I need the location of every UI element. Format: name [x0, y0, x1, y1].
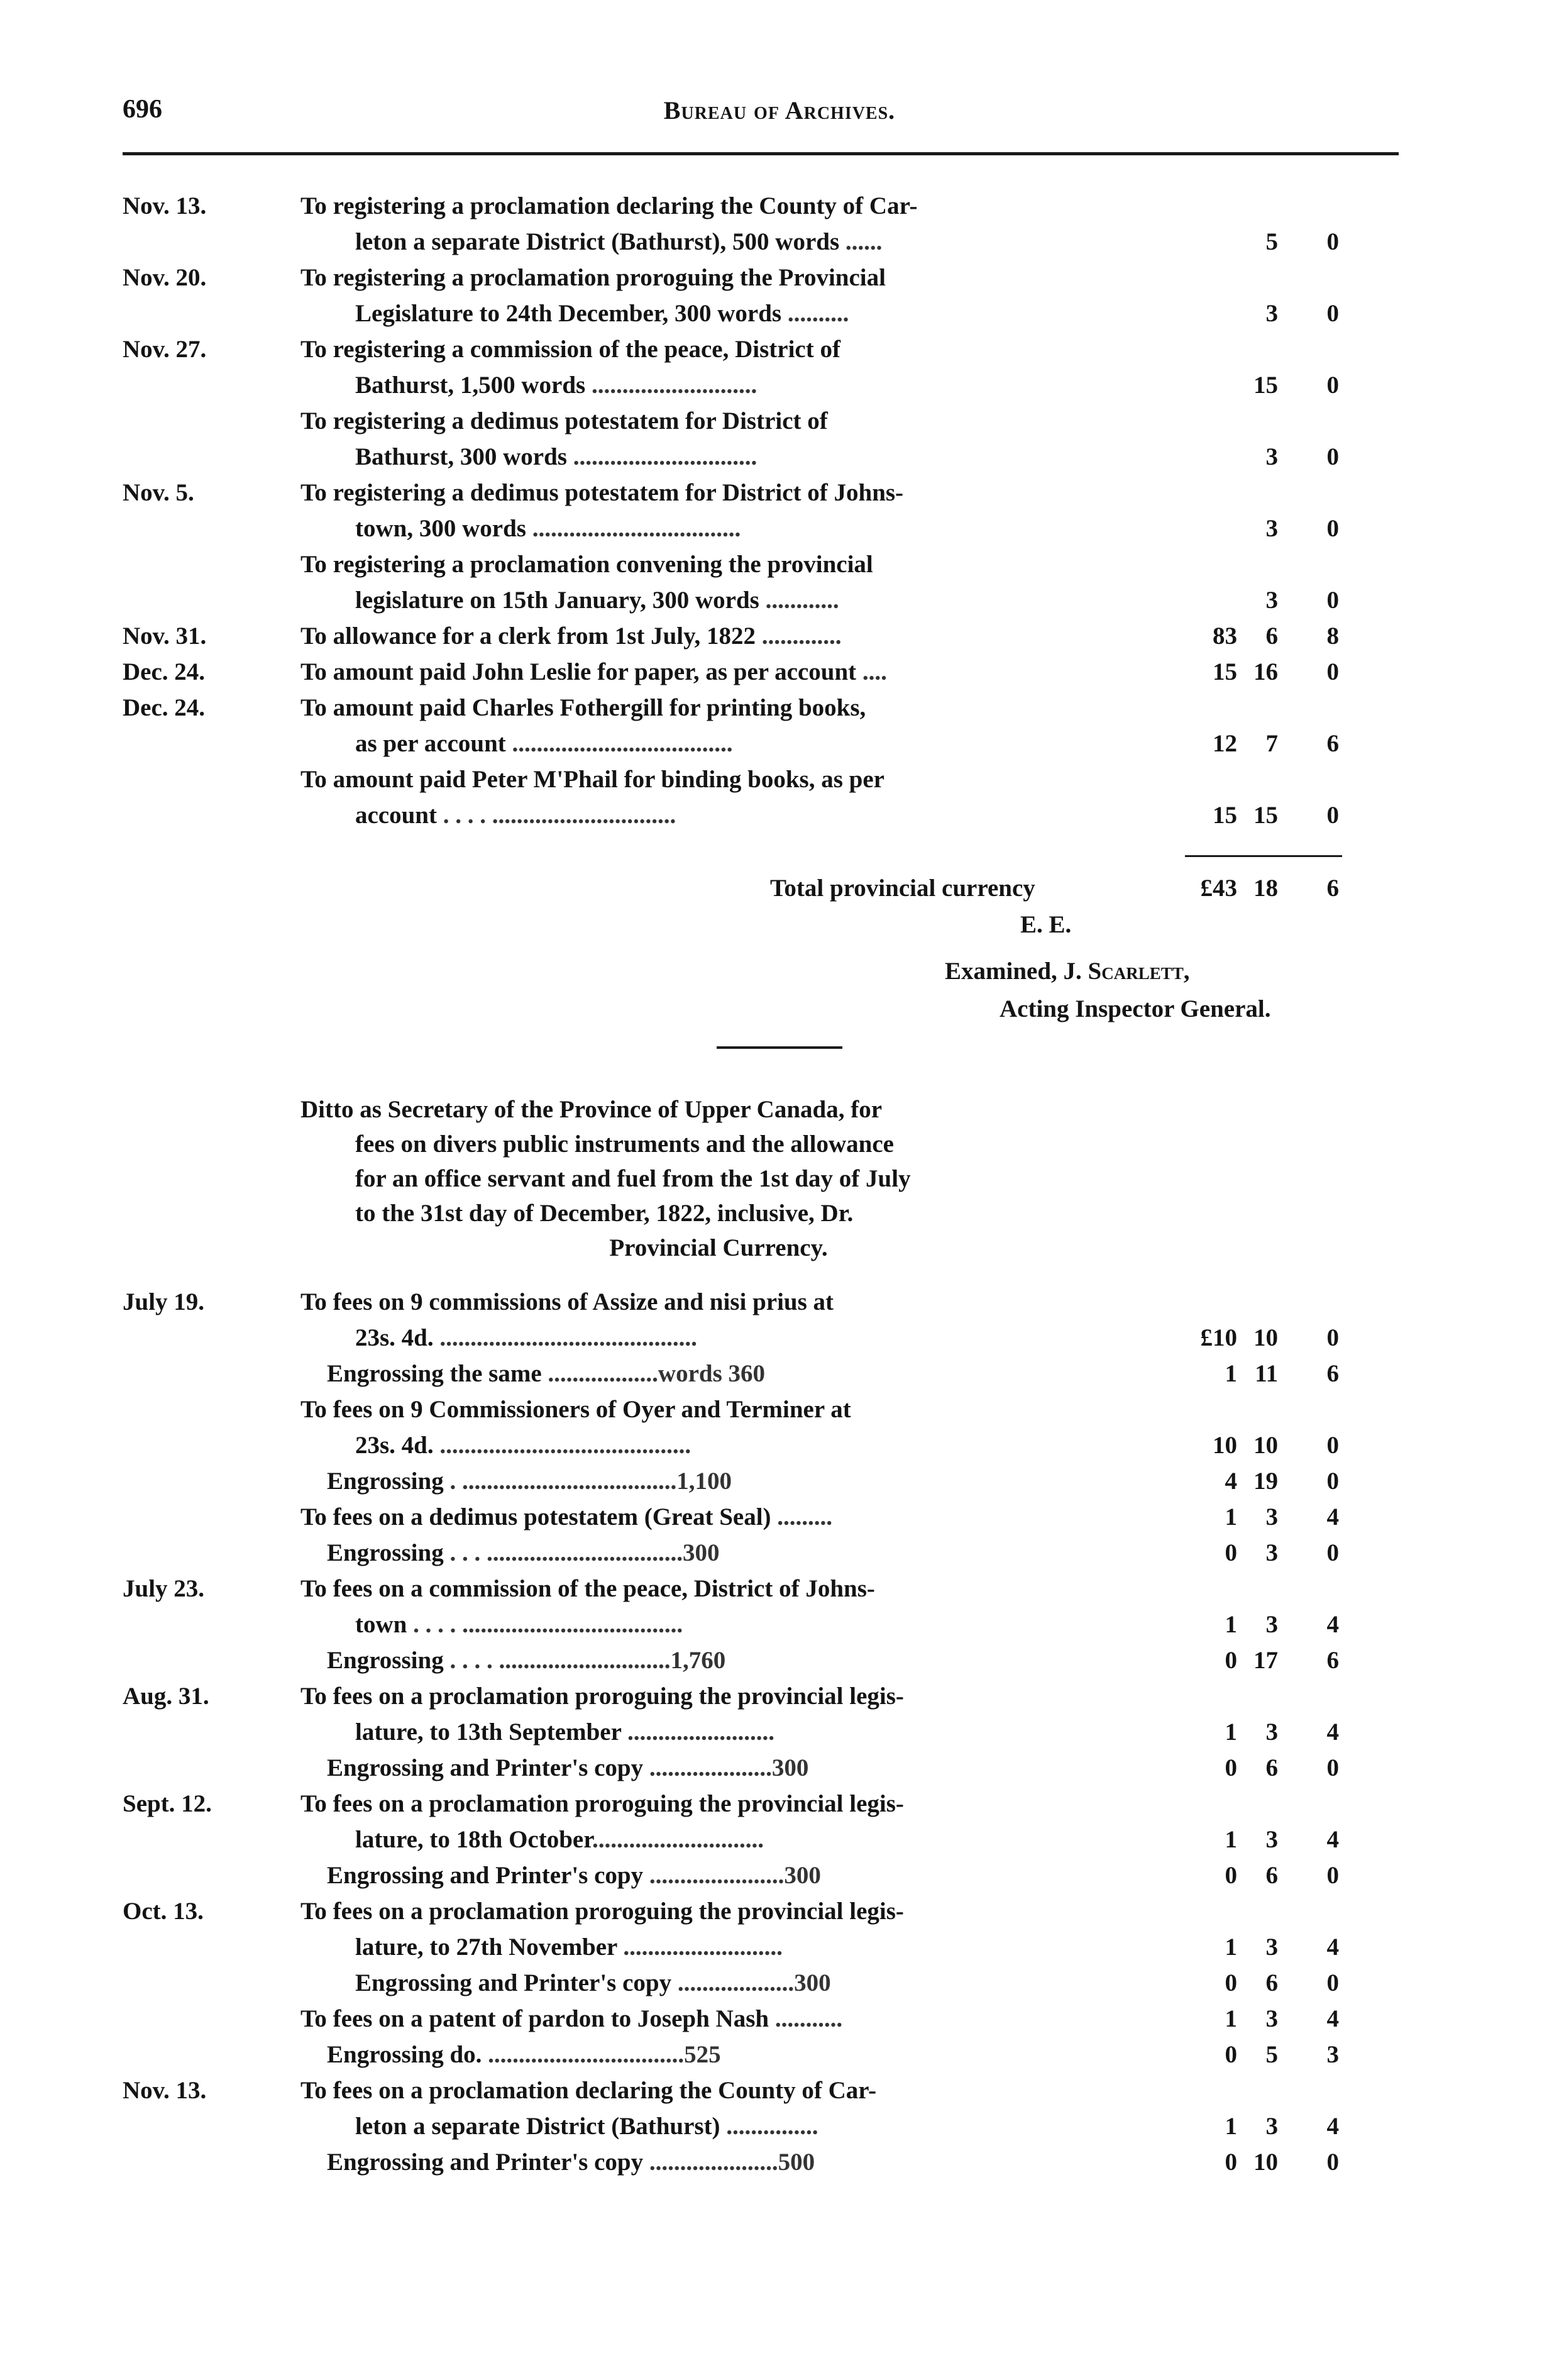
dot-leader: ..................words 360: [541, 1360, 765, 1387]
amount-shillings: 3: [1265, 1934, 1278, 1961]
total-pence: 6: [1326, 875, 1339, 902]
entry-text: To amount paid Peter M'Phail for binding books, as per: [300, 766, 884, 793]
entry-description: [300, 765, 1137, 794]
amount-pence: 6: [1326, 730, 1339, 757]
entry-text: To registering a proclamation declaring the County of Car-: [300, 192, 918, 219]
ledger-row: [0, 729, 1559, 765]
dot-leader: ...........: [769, 2005, 843, 2032]
entry-text: To fees on a commission of the peace, District of Johns-: [300, 1575, 875, 1602]
ledger-row: [0, 299, 1559, 335]
entry-description: [300, 550, 1137, 578]
entry-date: Sept. 12.: [123, 1790, 212, 1817]
amount-pounds: 10: [1213, 1432, 1237, 1459]
entry-text: Legislature to 24th December, 300 words: [355, 300, 782, 327]
amount-shillings: 10: [1253, 2149, 1278, 2176]
entry-description: [300, 1503, 1137, 1531]
entry-description: [300, 1288, 1137, 1316]
amount-pence: 0: [1326, 300, 1339, 327]
ledger-row: [0, 1718, 1559, 1753]
amount-pence: 4: [1326, 2113, 1339, 2140]
dot-leader: ......................300: [643, 1862, 821, 1889]
dot-leader: ...................300: [671, 1969, 831, 1996]
heading-line: Ditto as Secretary of the Province of Upper Canada, for: [300, 1096, 883, 1123]
entry-description: [327, 1467, 1137, 1495]
ledger-row: [0, 1754, 1559, 1789]
amount-pence: 4: [1326, 2005, 1339, 2032]
heading-line: fees on divers public instruments and the allowance: [355, 1131, 894, 1158]
amount-pence: 6: [1326, 1360, 1339, 1387]
ledger-row: [0, 550, 1559, 585]
amount-pence: 0: [1326, 372, 1339, 399]
dot-leader: . ...................................1,100: [443, 1468, 732, 1495]
ledger-row: [0, 1861, 1559, 1896]
dot-leader: ..........: [781, 300, 849, 327]
dot-leader: ....................300: [643, 1754, 809, 1781]
amount-pence: 0: [1326, 802, 1339, 829]
amount-shillings: 3: [1265, 1611, 1278, 1638]
entry-date: Nov. 13.: [123, 2077, 207, 2104]
heading-line: Provincial Currency.: [609, 1234, 828, 1261]
entry-date: Dec. 24.: [123, 694, 206, 721]
ledger-row: [0, 1467, 1559, 1502]
dot-leader: ...............: [720, 2113, 818, 2140]
amount-pounds: 15: [1213, 658, 1237, 685]
entry-description: [300, 1395, 1137, 1424]
ledger-row: [0, 801, 1559, 836]
ledger-row: [0, 335, 1559, 370]
amount-pence: 4: [1326, 1611, 1339, 1638]
amount-pounds: 1: [1225, 1503, 1237, 1530]
entry-text: legislature on 15th January, 300 words: [355, 587, 759, 614]
amount-shillings: 3: [1265, 587, 1278, 614]
dot-leader: ............: [759, 587, 839, 614]
amount-pounds: 1: [1225, 1934, 1237, 1961]
ledger-row: [0, 1897, 1559, 1932]
entry-description: [300, 694, 1137, 722]
ledger-row: [0, 1503, 1559, 1538]
entry-date: Nov. 20.: [123, 264, 207, 291]
amount-pence: 0: [1326, 515, 1339, 542]
entry-text: To registering a proclamation proroguing the Provincial: [300, 264, 886, 291]
entry-description: [355, 371, 1137, 399]
amount-shillings: 16: [1253, 658, 1278, 685]
entry-date: Aug. 31.: [123, 1683, 209, 1710]
entry-text: Engrossing: [327, 1468, 444, 1495]
amount-shillings: 3: [1265, 2005, 1278, 2032]
entry-text: To fees on a patent of pardon to Joseph Nash: [300, 2005, 769, 2032]
ledger-row: [0, 263, 1559, 299]
initials: E. E.: [1020, 911, 1072, 938]
heading-line: for an office servant and fuel from the 1st day of July: [355, 1165, 911, 1192]
entry-description: [300, 1575, 1137, 1603]
examined-label: Examined, J.: [945, 958, 1082, 985]
section-divider: [717, 1046, 842, 1049]
amount-shillings: 7: [1265, 730, 1278, 757]
ledger-row: [0, 2005, 1559, 2040]
entry-text: lature, to 27th November: [355, 1934, 617, 1961]
entry-description: [355, 514, 1137, 543]
ledger-row: [0, 1288, 1559, 1323]
dot-leader: . . . . ............................1,760: [443, 1647, 726, 1674]
dot-leader: .........: [771, 1503, 833, 1530]
entry-description: [355, 1969, 1137, 1997]
header-rule: [123, 152, 1399, 155]
entry-text: To amount paid John Leslie for paper, as per account: [300, 658, 857, 685]
amount-pounds: 12: [1213, 730, 1237, 757]
amount-shillings: 3: [1265, 2113, 1278, 2140]
ledger-row: [0, 765, 1559, 800]
entry-description: [300, 263, 1137, 292]
entry-description: [355, 1431, 1137, 1459]
heading-line: to the 31st day of December, 1822, inclusive, Dr.: [355, 1200, 854, 1227]
entry-text: To fees on a proclamation declaring the County of Car-: [300, 2077, 877, 2104]
dot-leader: ........................: [621, 1719, 774, 1746]
entry-description: [355, 586, 1137, 614]
entry-text: Bathurst, 300 words: [355, 443, 567, 470]
amount-shillings: 3: [1265, 1503, 1278, 1530]
amount-pence: 0: [1326, 1754, 1339, 1781]
amount-shillings: 10: [1253, 1324, 1278, 1351]
amount-pence: 8: [1326, 623, 1339, 650]
entry-text: town, 300 words: [355, 515, 526, 542]
ledger-row: [0, 1359, 1559, 1395]
dot-leader: ......: [839, 228, 883, 255]
entry-description: [300, 407, 1137, 435]
entry-text: To fees on a proclamation proroguing the provincial legis-: [300, 1898, 904, 1925]
ledger-row: [0, 443, 1559, 478]
ledger-row: [0, 1682, 1559, 1717]
amount-shillings: 6: [1265, 1969, 1278, 1996]
entry-text: Engrossing: [327, 1539, 444, 1566]
entry-text: Engrossing do.: [327, 2041, 482, 2068]
dot-leader: ..................................: [526, 515, 741, 542]
entry-text: Engrossing and Printer's copy: [355, 1969, 672, 1996]
amount-pounds: 1: [1225, 1719, 1237, 1746]
dot-leader: . . . . ..............................: [437, 802, 676, 829]
entry-text: To allowance for a clerk from 1st July, 1822: [300, 623, 756, 650]
entry-date: Nov. 27.: [123, 336, 207, 363]
amount-shillings: 6: [1265, 1862, 1278, 1889]
page-number: 696: [123, 95, 162, 124]
amount-pence: 4: [1326, 1934, 1339, 1961]
entry-description: [355, 2112, 1137, 2140]
ledger-row: [0, 1575, 1559, 1610]
ledger-row: [0, 1610, 1559, 1646]
amount-shillings: 3: [1265, 300, 1278, 327]
ledger-row: [0, 1790, 1559, 1825]
examined-line: [945, 957, 1190, 985]
entry-description: [300, 2076, 1137, 2105]
ledger-row: [0, 1324, 1559, 1359]
amount-pence: 0: [1326, 1969, 1339, 1996]
amount-pounds: 1: [1225, 2005, 1237, 2032]
entry-text: To registering a proclamation convening the provincial: [300, 551, 873, 578]
dot-leader: .............: [756, 623, 842, 650]
entry-text: 23s. 4d.: [355, 1432, 434, 1459]
amount-pounds: 4: [1225, 1468, 1237, 1495]
amount-pence: 0: [1326, 228, 1339, 255]
ledger-row: [0, 1395, 1559, 1431]
amount-shillings: 15: [1253, 802, 1278, 829]
entry-description: [355, 1610, 1137, 1639]
amount-pence: 3: [1326, 2041, 1339, 2068]
entry-text: town: [355, 1611, 407, 1638]
amount-pence: 0: [1326, 658, 1339, 685]
dot-leader: ............................: [592, 1826, 764, 1853]
entry-text: To fees on 9 commissions of Assize and nisi prius at: [300, 1288, 834, 1315]
dot-leader: .........................................: [433, 1432, 691, 1459]
entry-description: [355, 801, 1137, 829]
ledger-row: [0, 586, 1559, 621]
amount-pounds: 0: [1225, 1647, 1237, 1674]
dot-leader: ..............................: [566, 443, 757, 470]
entry-text: Engrossing the same: [327, 1360, 542, 1387]
ledger-row: [0, 2076, 1559, 2112]
ledger-row: [0, 1431, 1559, 1466]
entry-text: Engrossing and Printer's copy: [327, 1754, 644, 1781]
page-header: [0, 88, 1559, 132]
amount-shillings: 19: [1253, 1468, 1278, 1495]
entry-description: [355, 443, 1137, 471]
ledger-row: [0, 1646, 1559, 1681]
amount-pounds: 0: [1225, 1969, 1237, 1996]
entry-text: To fees on a proclamation proroguing the provincial legis-: [300, 1683, 904, 1710]
entry-description: [327, 2148, 1137, 2176]
amount-pence: 0: [1326, 1468, 1339, 1495]
ledger-row: [0, 407, 1559, 442]
amount-pence: 0: [1326, 1432, 1339, 1459]
entry-description: [300, 479, 1137, 507]
entry-text: lature, to 18th October: [355, 1826, 592, 1853]
entry-description: [327, 1359, 1137, 1388]
amount-pounds: 0: [1225, 1754, 1237, 1781]
dot-leader: . . . ................................300: [443, 1539, 720, 1566]
entry-text: To fees on 9 Commissioners of Oyer and Terminer at: [300, 1396, 851, 1423]
entry-date: Nov. 13.: [123, 192, 207, 219]
dot-leader: . . . . ....................................: [407, 1611, 683, 1638]
amount-pence: 4: [1326, 1503, 1339, 1530]
entry-description: [300, 1682, 1137, 1710]
entry-text: To registering a commission of the peace, District of: [300, 336, 840, 363]
entry-description: [327, 1754, 1137, 1782]
entry-description: [300, 2005, 1137, 2033]
amount-pence: 0: [1326, 2149, 1339, 2176]
entry-description: [300, 622, 1137, 650]
ledger-row: [0, 622, 1559, 657]
entry-text: To fees on a dedimus potestatem (Great Seal): [300, 1503, 771, 1530]
dot-leader: ................................525: [482, 2041, 721, 2068]
amount-pounds: £10: [1200, 1324, 1237, 1351]
ledger-row: [0, 1825, 1559, 1861]
total-shillings: 18: [1253, 875, 1278, 902]
entry-text: 23s. 4d.: [355, 1324, 434, 1351]
ledger-row: [0, 514, 1559, 550]
total-label: Total provincial currency: [770, 875, 1035, 902]
amount-shillings: 15: [1253, 372, 1278, 399]
entry-description: [300, 658, 1137, 686]
ledger-row: [0, 694, 1559, 729]
amount-pence: 4: [1326, 1719, 1339, 1746]
entry-text: To fees on a proclamation proroguing the provincial legis-: [300, 1790, 904, 1817]
amount-pence: 0: [1326, 1862, 1339, 1889]
entry-text: Engrossing and Printer's copy: [327, 2149, 644, 2176]
entry-date: Nov. 5.: [123, 479, 194, 506]
entry-text: To amount paid Charles Fothergill for printing books,: [300, 694, 866, 721]
entry-text: Engrossing and Printer's copy: [327, 1862, 644, 1889]
ledger-row: [0, 371, 1559, 406]
entry-description: [355, 228, 1137, 256]
entry-description: [327, 2040, 1137, 2069]
entry-description: [355, 299, 1137, 328]
amount-shillings: 3: [1265, 1826, 1278, 1853]
amount-shillings: 10: [1253, 1432, 1278, 1459]
ledger-row: [0, 2040, 1559, 2076]
examiner-name: Scarlett,: [1088, 958, 1190, 985]
entry-text: as per account: [355, 730, 506, 757]
examiner-title: Acting Inspector General.: [1000, 995, 1271, 1022]
ledger-row: [0, 658, 1559, 693]
amount-pence: 0: [1326, 1539, 1339, 1566]
entry-description: [327, 1646, 1137, 1674]
entry-text: To registering a dedimus potestatem for District of: [300, 407, 828, 434]
ledger-row: [0, 228, 1559, 263]
amount-pounds: 0: [1225, 1539, 1237, 1566]
amount-pounds: 0: [1225, 1862, 1237, 1889]
ledger-row: [0, 1969, 1559, 2004]
entry-text: Bathurst, 1,500 words: [355, 372, 586, 399]
entry-description: [355, 1324, 1137, 1352]
sum-rule: [1185, 855, 1342, 857]
dot-leader: ....: [856, 658, 887, 685]
entry-text: lature, to 13th September: [355, 1719, 622, 1746]
entry-date: Nov. 31.: [123, 623, 207, 650]
amount-pence: 0: [1326, 1324, 1339, 1351]
amount-shillings: 3: [1265, 443, 1278, 470]
amount-pence: 0: [1326, 587, 1339, 614]
dot-leader: ..........................: [617, 1934, 783, 1961]
amount-shillings: 5: [1265, 228, 1278, 255]
amount-pounds: 83: [1213, 623, 1237, 650]
amount-pounds: 0: [1225, 2149, 1237, 2176]
total-pounds: £43: [1200, 875, 1237, 902]
entry-text: account: [355, 802, 437, 829]
entry-date: Dec. 24.: [123, 658, 206, 685]
entry-description: [300, 335, 1137, 363]
ledger-row: [0, 1933, 1559, 1968]
amount-shillings: 6: [1265, 623, 1278, 650]
amount-shillings: 11: [1255, 1360, 1278, 1387]
ledger-row: [0, 479, 1559, 514]
amount-pounds: 0: [1225, 2041, 1237, 2068]
entry-description: [300, 1790, 1137, 1818]
dot-leader: .....................500: [643, 2149, 815, 2176]
entry-description: [300, 192, 1137, 220]
entry-text: To registering a dedimus potestatem for District of Johns-: [300, 479, 904, 506]
amount-pence: 4: [1326, 1826, 1339, 1853]
entry-text: Engrossing: [327, 1647, 444, 1674]
entry-description: [355, 1933, 1137, 1961]
ledger-row: [0, 2112, 1559, 2147]
amount-pounds: 1: [1225, 2113, 1237, 2140]
entry-date: July 23.: [123, 1575, 205, 1602]
amount-pence: 6: [1326, 1647, 1339, 1674]
entry-description: [355, 729, 1137, 758]
entry-description: [355, 1718, 1137, 1746]
ledger-row: [0, 2148, 1559, 2183]
amount-pounds: 1: [1225, 1360, 1237, 1387]
amount-shillings: 5: [1265, 2041, 1278, 2068]
amount-pence: 0: [1326, 443, 1339, 470]
entry-description: [355, 1825, 1137, 1854]
ledger-row: [0, 192, 1559, 227]
dot-leader: ....................................: [505, 730, 733, 757]
entry-description: [327, 1861, 1137, 1890]
amount-pounds: 15: [1213, 802, 1237, 829]
amount-shillings: 3: [1265, 1539, 1278, 1566]
total-row: [0, 874, 1559, 909]
amount-shillings: 6: [1265, 1754, 1278, 1781]
entry-date: July 19.: [123, 1288, 205, 1315]
entry-text: leton a separate District (Bathurst), 500 words: [355, 228, 840, 255]
amount-pounds: 1: [1225, 1826, 1237, 1853]
entry-description: [327, 1539, 1137, 1567]
amount-shillings: 3: [1265, 515, 1278, 542]
entry-date: Oct. 13.: [123, 1898, 204, 1925]
amount-shillings: 17: [1253, 1647, 1278, 1674]
amount-pounds: 1: [1225, 1611, 1237, 1638]
dot-leader: ...........................: [585, 372, 757, 399]
entry-description: [300, 1897, 1137, 1925]
dot-leader: ..........................................: [433, 1324, 697, 1351]
ledger-row: [0, 1539, 1559, 1574]
amount-shillings: 3: [1265, 1719, 1278, 1746]
entry-text: leton a separate District (Bathurst): [355, 2113, 720, 2140]
running-title: Bureau of Archives.: [663, 96, 896, 125]
